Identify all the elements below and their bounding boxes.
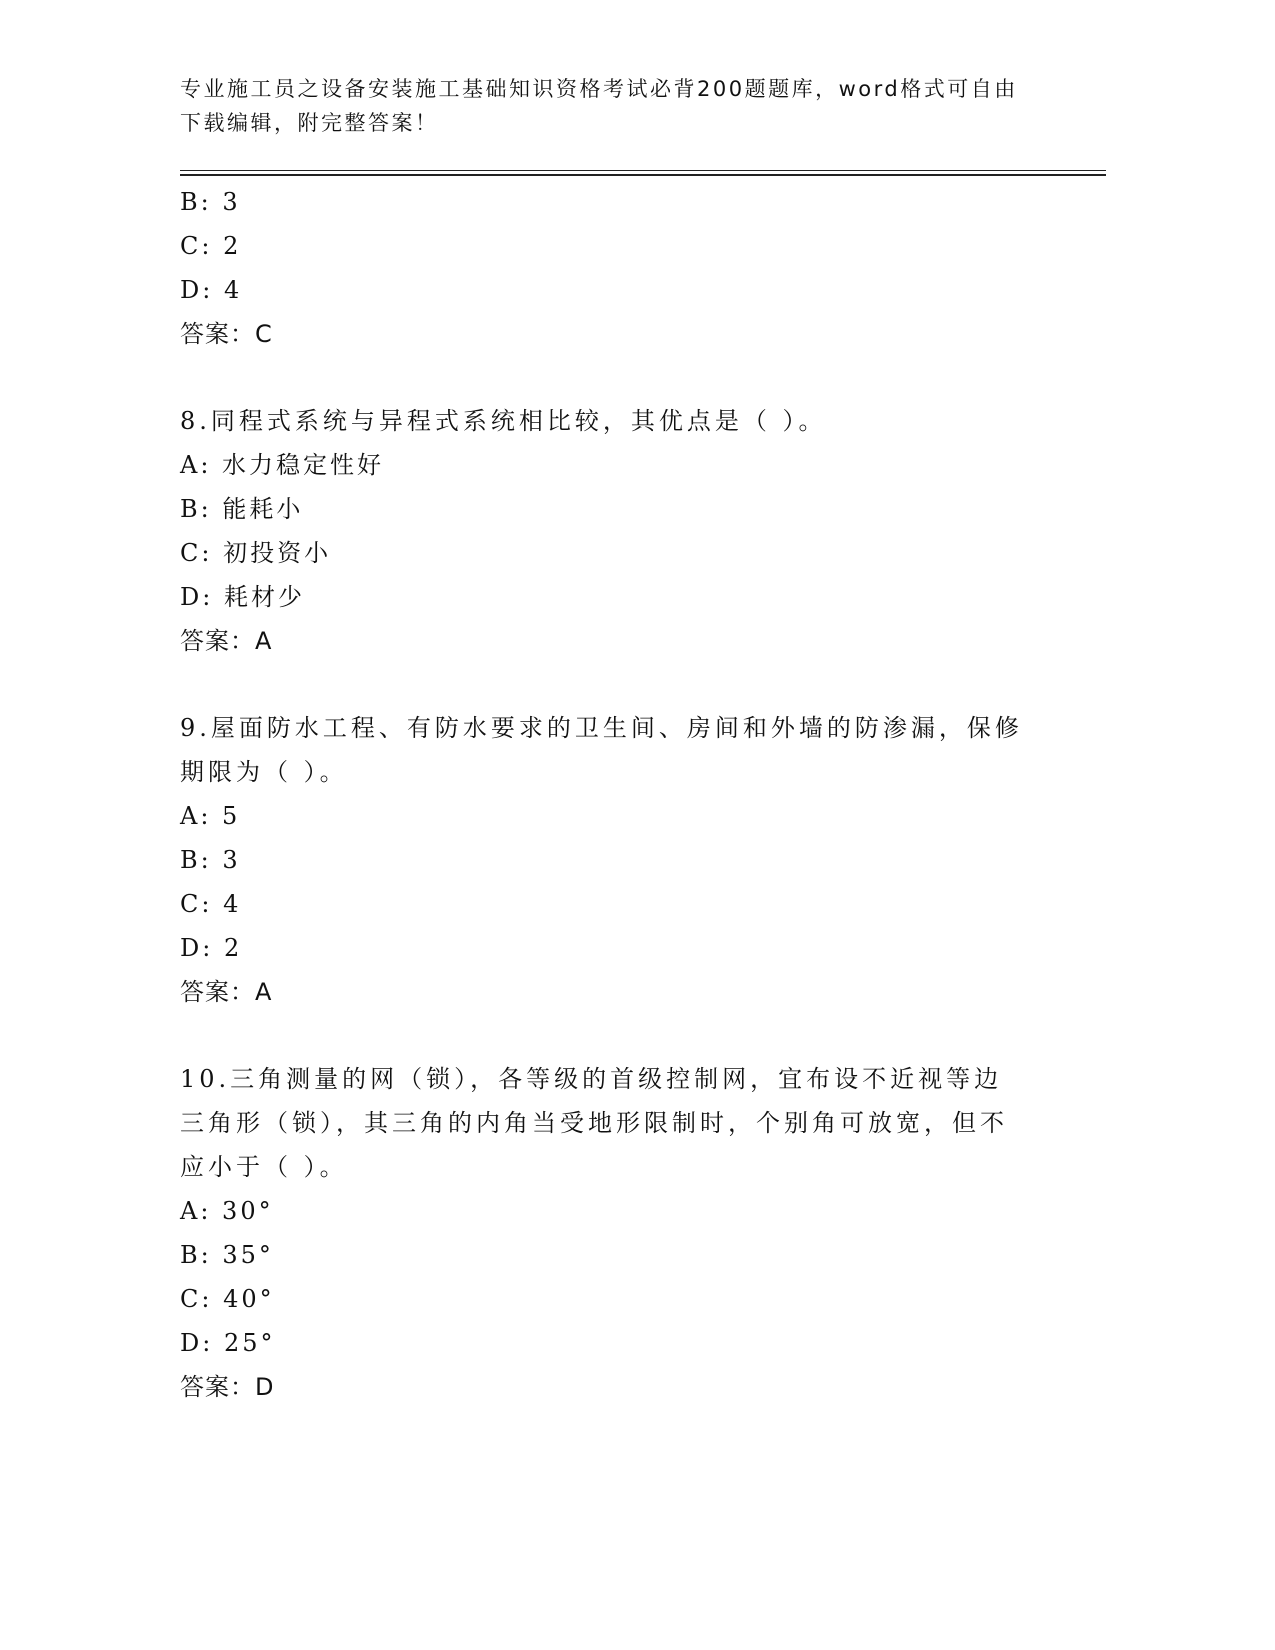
option-b: B: 35° <box>180 1241 274 1269</box>
answer: 答案：A <box>180 627 273 655</box>
option-a: A: 水力稳定性好 <box>180 451 385 479</box>
option-b: B: 能耗小 <box>180 495 304 523</box>
option-c: C: 2 <box>180 232 242 260</box>
option-a: A: 30° <box>180 1197 274 1225</box>
question-9 <box>180 706 1080 1014</box>
question-list <box>180 180 1080 1409</box>
option-d: D: 4 <box>180 276 243 304</box>
option-d: D: 25° <box>180 1329 276 1357</box>
option-c: C: 4 <box>180 890 242 918</box>
answer: 答案：A <box>180 978 273 1006</box>
answer: 答案：C <box>180 320 273 348</box>
question-text: 9.屋面防水工程、有防水要求的卫生间、房间和外墙的防渗漏，保修期限为（ ）。 <box>180 714 1023 786</box>
header-line-1: 专业施工员之设备安装施工基础知识资格考试必背200题题库，word格式可自由 <box>180 77 1018 101</box>
option-b: B: 3 <box>180 846 241 874</box>
question-text: 8.同程式系统与异程式系统相比较，其优点是（ ）。 <box>180 407 827 435</box>
option-b: B: 3 <box>180 188 241 216</box>
question-10 <box>180 1057 1080 1409</box>
question-text: 10.三角测量的网（锁），各等级的首级控制网，宜布设不近视等边三角形（锁），其三角的内角当受地形限制时，个别角可放宽，但不应小于（ ）。 <box>180 1065 1008 1181</box>
option-d: D: 2 <box>180 934 243 962</box>
document-header <box>180 72 1080 140</box>
option-c: C: 40° <box>180 1285 275 1313</box>
question-7-remainder <box>180 180 1080 356</box>
header-divider-thick <box>180 174 1106 176</box>
option-c: C: 初投资小 <box>180 539 332 567</box>
option-a: A: 5 <box>180 802 241 830</box>
option-d: D: 耗材少 <box>180 583 305 611</box>
question-8 <box>180 399 1080 663</box>
header-divider-thin <box>180 170 1106 171</box>
answer: 答案：D <box>180 1373 275 1401</box>
header-line-2: 下载编辑，附完整答案！ <box>180 111 439 135</box>
